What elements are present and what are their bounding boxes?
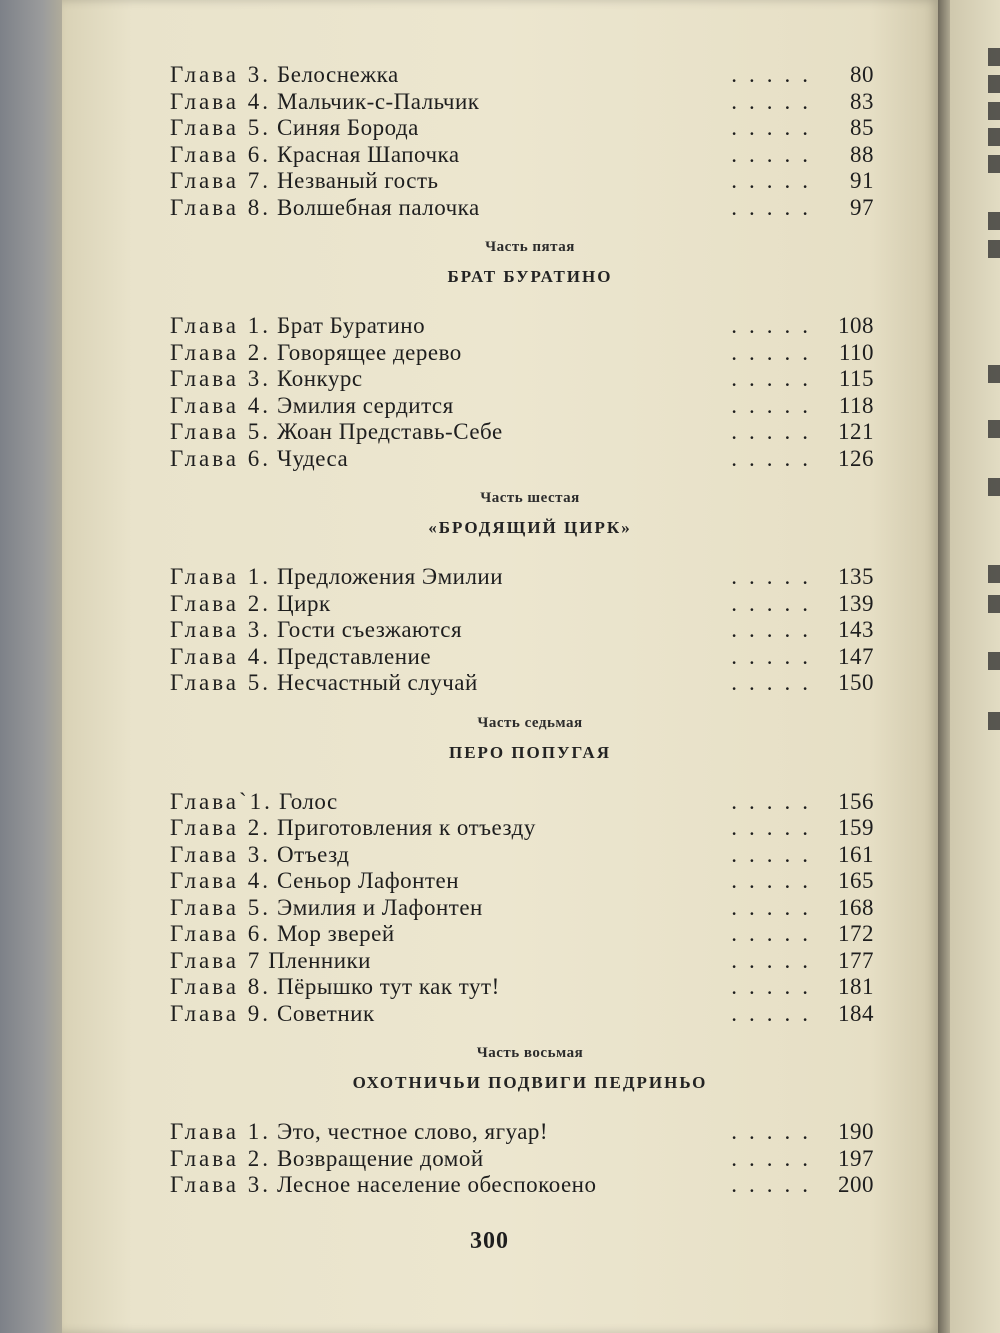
toc-entry [170, 895, 890, 922]
toc-entry [170, 591, 890, 618]
chapter-page-number: 108 [838, 313, 874, 338]
toc-entry [170, 419, 890, 446]
chapter-page-number: 110 [838, 339, 874, 365]
toc-entry [170, 1001, 890, 1028]
chapter-title: Цирк [277, 590, 331, 616]
toc-entry [170, 168, 890, 195]
dot-leader: ..... [731, 313, 820, 338]
chapter-title: Пёрышко тут как тут! [277, 974, 500, 999]
dot-leader: ..... [731, 445, 820, 471]
dot-leader: ..... [731, 115, 820, 140]
chapter-page-number: 181 [838, 974, 874, 999]
chapter-title: Сеньор Лафонтен [277, 868, 459, 893]
toc-entry [170, 1172, 890, 1199]
toc-entry [170, 564, 890, 591]
chapter-number: Глава`1. [170, 788, 273, 814]
part-label: Часть шестая [480, 490, 580, 506]
dot-leader: ..... [731, 1172, 820, 1197]
chapter-title: Говорящее дерево [277, 339, 462, 365]
dot-leader: ..... [731, 88, 820, 114]
chapter-number: Глава 9. [170, 1000, 272, 1026]
chapter-title: Эмилия и Лафонтен [277, 894, 483, 920]
chapter-number: Глава 5. [170, 419, 272, 444]
toc-entry [170, 948, 890, 975]
dot-leader: ..... [731, 894, 820, 920]
toc-entry [170, 366, 890, 393]
chapter-title: Мор зверей [277, 921, 395, 946]
chapter-title: Брат Буратино [277, 313, 426, 338]
toc-entry [170, 446, 890, 473]
chapter-page-number: 85 [850, 115, 874, 140]
chapter-title: Волшебная палочка [277, 194, 480, 220]
chapter-page-number: 115 [838, 366, 874, 391]
dot-leader: ..... [731, 419, 820, 444]
chapter-number: Глава 7 [170, 947, 263, 973]
chapter-title: Незваный гость [277, 168, 439, 193]
chapter-number: Глава 1. [170, 1119, 272, 1144]
chapter-title: Приготовления к отъезду [277, 815, 536, 840]
chapter-number: Глава 5. [170, 115, 272, 140]
dot-leader: ..... [731, 141, 820, 167]
chapter-number: Глава 3. [170, 841, 272, 867]
toc-entry [170, 313, 890, 340]
next-page-edge [950, 0, 1000, 1333]
dot-leader: ..... [731, 194, 820, 220]
dot-leader: ..... [731, 366, 820, 391]
dot-leader: ..... [731, 1000, 820, 1026]
toc-entry [170, 393, 890, 420]
toc-entry [170, 195, 890, 222]
chapter-page-number: 190 [838, 1119, 874, 1144]
chapter-number: Глава 6. [170, 445, 272, 471]
toc-entry [170, 868, 890, 895]
chapter-number: Глава 4. [170, 868, 272, 893]
chapter-number: Глава 4. [170, 643, 272, 669]
chapter-page-number: 88 [850, 141, 874, 167]
chapter-title: Голос [278, 788, 338, 814]
chapter-page-number: 121 [838, 419, 874, 444]
part-title: БРАТ БУРАТИНО [447, 267, 613, 286]
background-left [0, 0, 70, 1333]
chapter-page-number: 172 [838, 921, 874, 946]
dot-leader: ..... [731, 841, 820, 867]
chapter-page-number: 156 [838, 788, 874, 814]
chapter-page-number: 139 [838, 590, 874, 616]
toc-entry [170, 617, 890, 644]
part-title: «БРОДЯЩИЙ ЦИРК» [428, 518, 632, 537]
dot-leader: ..... [731, 564, 820, 589]
dot-leader: ..... [731, 590, 820, 616]
chapter-title: Чудеса [277, 445, 349, 471]
chapter-number: Глава 3. [170, 366, 272, 391]
toc-entry [170, 142, 890, 169]
chapter-page-number: 165 [838, 868, 874, 893]
toc-entry [170, 789, 890, 816]
chapter-title: Возвращение домой [277, 1145, 484, 1171]
chapter-title: Гости съезжаются [277, 617, 463, 642]
page-number: 300 [470, 1228, 509, 1254]
dot-leader: ..... [731, 62, 820, 87]
chapter-number: Глава 8. [170, 194, 272, 220]
dot-leader: ..... [731, 974, 820, 999]
toc-entry [170, 921, 890, 948]
chapter-title: Лесное население обеспокоено [277, 1172, 597, 1197]
chapter-number: Глава 6. [170, 141, 272, 167]
dot-leader: ..... [731, 921, 820, 946]
toc-entry [170, 670, 890, 697]
chapter-page-number: 184 [838, 1000, 874, 1026]
chapter-page-number: 197 [838, 1145, 874, 1171]
chapter-page-number: 177 [838, 947, 874, 973]
chapter-title: Жоан Представь-Себе [277, 419, 503, 444]
chapter-number: Глава 6. [170, 921, 272, 946]
part-label: Часть седьмая [477, 714, 583, 731]
dot-leader: ..... [731, 815, 820, 840]
chapter-title: Мальчик-с-Пальчик [277, 88, 480, 114]
dot-leader: ..... [731, 168, 820, 193]
dot-leader: ..... [731, 1145, 820, 1171]
chapter-title: Эмилия сердится [277, 392, 454, 418]
dot-leader: ..... [731, 392, 820, 418]
toc-entry [170, 115, 890, 142]
chapter-title: Синяя Борода [277, 115, 419, 140]
table-of-contents [170, 62, 890, 1199]
part-label: Часть пятая [485, 239, 575, 255]
dot-leader: ..... [731, 339, 820, 365]
chapter-number: Глава 4. [170, 392, 272, 418]
dot-leader: ..... [731, 947, 820, 973]
chapter-number: Глава 1. [170, 564, 272, 589]
dot-leader: ..... [731, 1119, 820, 1144]
chapter-page-number: 83 [850, 88, 874, 114]
chapter-title: Конкурс [277, 366, 363, 391]
chapter-number: Глава 5. [170, 894, 272, 920]
chapter-page-number: 168 [838, 894, 874, 920]
chapter-page-number: 200 [838, 1172, 874, 1197]
part-label: Часть восьмая [476, 1045, 584, 1061]
chapter-title: Несчастный случай [277, 670, 478, 695]
part-title: ОХОТНИЧЬИ ПОДВИГИ ПЕДРИНЬО [352, 1073, 708, 1092]
chapter-page-number: 150 [838, 670, 874, 695]
chapter-title: Отъезд [277, 841, 350, 867]
toc-entry [170, 1119, 890, 1146]
chapter-number: Глава 3. [170, 1172, 272, 1197]
chapter-title: Белоснежка [277, 62, 399, 87]
chapter-page-number: 80 [850, 62, 874, 87]
chapter-title: Представление [277, 643, 432, 669]
chapter-number: Глава 4. [170, 88, 272, 114]
chapter-number: Глава 8. [170, 974, 272, 999]
chapter-page-number: 159 [838, 815, 874, 840]
dot-leader: ..... [731, 617, 820, 642]
toc-entry [170, 1146, 890, 1173]
toc-entry [170, 62, 890, 89]
toc-entry [170, 89, 890, 116]
chapter-number: Глава 2. [170, 339, 272, 365]
chapter-page-number: 126 [838, 445, 874, 471]
chapter-title: Красная Шапочка [277, 141, 460, 167]
chapter-number: Глава 5. [170, 670, 272, 695]
dot-leader: ..... [731, 868, 820, 893]
toc-entry [170, 644, 890, 671]
chapter-title: Это, честное слово, ягуар! [277, 1119, 549, 1144]
chapter-number: Глава 2. [170, 590, 272, 616]
chapter-title: Пленники [268, 947, 371, 973]
dot-leader: ..... [731, 643, 820, 669]
chapter-number: Глава 2. [170, 1145, 272, 1171]
dot-leader: ..... [731, 788, 820, 814]
dot-leader: ..... [731, 670, 820, 695]
chapter-number: Глава 2. [170, 815, 272, 840]
part-title: ПЕРО ПОПУГАЯ [449, 742, 611, 762]
chapter-page-number: 97 [850, 194, 874, 220]
chapter-number: Глава 3. [170, 62, 272, 87]
chapter-page-number: 91 [850, 168, 874, 193]
chapter-number: Глава 7. [170, 168, 272, 193]
toc-entry [170, 842, 890, 869]
chapter-title: Предложения Эмилии [277, 564, 504, 589]
chapter-number: Глава 1. [170, 313, 272, 338]
chapter-page-number: 161 [838, 841, 874, 867]
toc-entry [170, 340, 890, 367]
chapter-page-number: 135 [838, 564, 874, 589]
chapter-title: Советник [277, 1000, 375, 1026]
chapter-page-number: 118 [838, 392, 874, 418]
toc-entry [170, 974, 890, 1001]
toc-entry [170, 815, 890, 842]
chapter-page-number: 143 [838, 617, 874, 642]
chapter-number: Глава 3. [170, 617, 272, 642]
chapter-page-number: 147 [838, 643, 874, 669]
